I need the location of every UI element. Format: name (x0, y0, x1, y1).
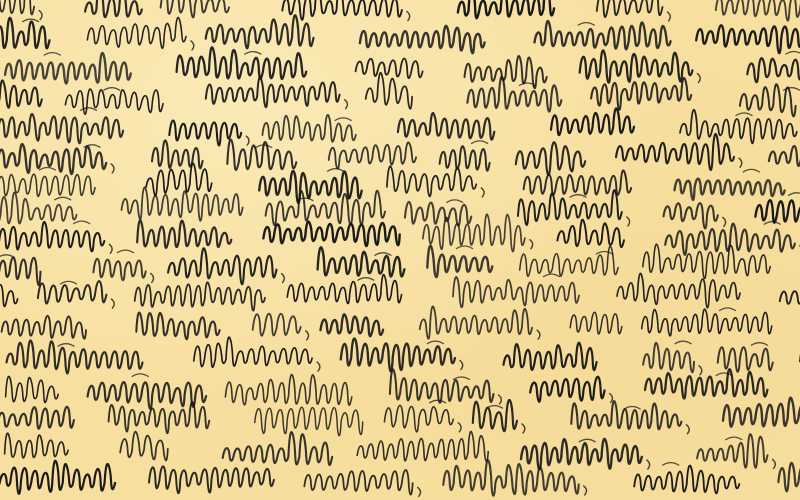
script-word-1-4 (535, 21, 671, 49)
script-word-1-0 (0, 18, 49, 48)
script-word-2-1 (177, 47, 307, 79)
script-word-10-5 (617, 273, 740, 307)
script-word-10-3 (287, 275, 401, 304)
script-word-11-2 (253, 314, 301, 336)
script-comma-9-1 (151, 273, 154, 282)
script-word-10-1 (38, 281, 107, 304)
script-accent-12-4 (675, 341, 691, 344)
script-word-0-4 (458, 0, 554, 18)
script-word-16-0 (0, 461, 115, 494)
script-word-13-0 (6, 376, 59, 402)
script-comma-11-2 (306, 331, 309, 340)
script-comma-0-0 (39, 11, 42, 20)
script-word-11-3 (321, 314, 384, 336)
script-word-0-0 (0, 0, 34, 15)
script-word-2-2 (356, 59, 423, 79)
script-word-4-4 (551, 108, 634, 135)
script-word-11-5 (570, 312, 622, 334)
script-word-16-1 (149, 466, 274, 493)
script-comma-16-3 (584, 486, 587, 495)
script-word-0-6 (716, 0, 800, 21)
script-comma-14-5 (686, 425, 689, 434)
script-accent-13-1 (132, 374, 148, 377)
script-word-11-1 (136, 313, 219, 340)
script-word-14-0 (0, 407, 74, 429)
script-accent-9-4 (457, 246, 473, 249)
script-accent-9-1 (117, 250, 133, 253)
script-comma-9-2 (282, 274, 285, 283)
script-word-5-2 (227, 139, 296, 169)
script-word-16-2 (304, 470, 412, 495)
script-accent-14-5 (624, 407, 640, 410)
script-word-14-6 (723, 398, 800, 427)
script-comma-14-4 (522, 424, 525, 433)
script-word-1-1 (87, 17, 186, 48)
script-word-5-1 (152, 140, 203, 168)
script-word-4-3 (398, 113, 494, 140)
script-word-14-3 (384, 405, 453, 431)
script-accent-12-0 (58, 344, 74, 347)
script-word-13-2 (225, 375, 351, 406)
script-word-7-1 (122, 187, 243, 220)
script-accent-16-4 (663, 463, 679, 466)
script-word-0-1 (85, 0, 142, 17)
script-word-3-4 (467, 77, 561, 112)
script-word-4-2 (262, 115, 355, 142)
script-word-16-5 (778, 463, 800, 491)
script-word-10-0 (0, 278, 18, 306)
script-accent-7-3 (447, 200, 463, 203)
script-comma-7-5 (723, 217, 726, 226)
script-word-5-4 (440, 146, 490, 171)
script-word-12-1 (194, 337, 312, 367)
script-comma-4-1 (246, 136, 249, 145)
script-word-10-6 (780, 283, 800, 306)
script-word-2-4 (580, 50, 693, 82)
script-word-6-1 (146, 163, 212, 195)
script-accent-7-6 (789, 193, 800, 196)
script-comma-6-3 (481, 188, 484, 197)
script-accent-14-3 (430, 400, 446, 403)
script-word-4-0 (0, 114, 123, 143)
script-word-11-6 (642, 309, 772, 336)
script-word-7-5 (664, 203, 718, 228)
script-word-15-5 (697, 434, 767, 468)
script-accent-5-4 (472, 141, 488, 144)
script-word-5-5 (516, 142, 585, 175)
script-comma-1-1 (191, 41, 194, 50)
script-word-13-5 (645, 369, 767, 398)
script-accent-2-5 (786, 52, 800, 55)
script-word-0-5 (597, 0, 663, 17)
script-comma-14-3 (458, 423, 461, 432)
script-accent-6-2 (328, 169, 344, 172)
script-word-8-0 (0, 222, 104, 251)
script-word-2-3 (465, 56, 547, 88)
script-accent-12-5 (751, 343, 767, 346)
script-word-8-1 (137, 220, 231, 247)
script-comma-12-4 (699, 366, 702, 375)
script-word-2-5 (747, 58, 800, 82)
script-word-0-2 (161, 0, 229, 17)
script-word-10-2 (135, 282, 265, 310)
script-word-12-2 (341, 338, 455, 371)
script-accent-7-0 (55, 197, 71, 200)
script-accent-13-5 (716, 373, 732, 376)
script-word-15-1 (120, 432, 168, 461)
script-word-15-3 (357, 432, 488, 462)
script-word-5-6 (616, 134, 734, 170)
script-word-12-0 (7, 340, 143, 373)
script-word-11-0 (2, 316, 86, 339)
script-word-3-3 (366, 73, 412, 109)
script-word-7-2 (266, 191, 385, 226)
script-comma-15-5 (773, 459, 776, 468)
script-word-14-5 (571, 401, 681, 429)
script-accent-13-3 (453, 377, 469, 380)
script-accent-4-5 (736, 113, 752, 116)
script-comma-0-5 (668, 12, 671, 21)
script-accent-10-4 (544, 274, 560, 277)
script-accent-3-1 (104, 88, 120, 91)
script-word-14-2 (255, 407, 363, 435)
script-accent-15-4 (579, 439, 595, 442)
script-accent-9-3 (375, 253, 391, 256)
script-word-8-5 (665, 224, 795, 255)
script-word-7-3 (405, 202, 471, 226)
script-word-14-1 (109, 402, 210, 433)
script-accent-4-2 (335, 118, 351, 121)
script-word-3-0 (0, 80, 42, 107)
script-word-8-2 (263, 222, 399, 246)
script-word-12-5 (718, 347, 773, 372)
script-word-15-4 (521, 439, 642, 469)
script-comma-8-3 (530, 240, 533, 249)
script-accent-1-4 (578, 23, 594, 26)
script-accent-6-5 (743, 169, 759, 172)
script-word-2-0 (5, 53, 131, 84)
script-accent-8-0 (74, 221, 90, 224)
script-word-1-2 (206, 15, 314, 48)
script-word-15-0 (5, 433, 69, 458)
script-accent-15-5 (726, 437, 742, 440)
script-word-1-3 (360, 26, 485, 53)
script-comma-15-4 (647, 460, 650, 469)
script-accent-10-1 (61, 281, 77, 284)
script-word-13-1 (88, 382, 207, 409)
script-comma-10-1 (111, 299, 114, 308)
script-accent-2-1 (245, 52, 261, 55)
script-word-1-5 (696, 25, 800, 53)
script-word-3-2 (206, 77, 340, 107)
script-word-7-4 (518, 190, 622, 225)
script-comma-12-2 (460, 361, 463, 370)
script-word-10-4 (453, 277, 579, 307)
script-word-0-3 (282, 0, 402, 20)
script-word-9-3 (318, 247, 405, 276)
script-word-9-2 (168, 248, 276, 284)
script-comma-13-4 (610, 394, 613, 403)
script-word-9-4 (427, 246, 492, 277)
script-word-15-2 (223, 432, 333, 465)
script-comma-11-4 (537, 330, 540, 339)
script-comma-7-4 (627, 217, 630, 226)
script-comma-12-1 (317, 362, 320, 371)
script-word-8-4 (557, 220, 624, 248)
script-word-6-5 (675, 179, 785, 200)
script-accent-6-0 (39, 168, 55, 171)
script-word-9-0 (0, 253, 41, 285)
script-word-7-6 (755, 200, 800, 223)
script-word-12-3 (504, 343, 597, 370)
script-word-9-5 (520, 246, 618, 276)
script-comma-13-3 (499, 395, 502, 404)
script-comma-2-4 (697, 74, 700, 83)
script-comma-5-0 (111, 164, 114, 173)
script-comma-5-6 (739, 158, 742, 167)
script-comma-3-2 (345, 100, 348, 109)
script-accent-7-4 (570, 195, 586, 198)
script-accent-10-3 (358, 278, 374, 281)
script-word-5-3 (329, 142, 416, 168)
script-comma-8-0 (109, 244, 112, 253)
script-comma-16-2 (418, 487, 421, 496)
script-accent-12-2 (427, 341, 443, 344)
script-word-5-7 (769, 145, 800, 167)
script-word-14-4 (473, 400, 517, 431)
script-word-6-3 (387, 166, 476, 196)
script-accent-9-0 (0, 255, 14, 258)
script-word-13-4 (530, 377, 604, 402)
script-word-16-4 (634, 466, 739, 494)
script-word-11-4 (420, 306, 532, 338)
script-word-12-4 (643, 343, 694, 372)
script-accent-8-5 (764, 222, 780, 225)
script-word-5-0 (0, 144, 106, 174)
script-comma-0-3 (407, 12, 410, 21)
script-word-3-5 (591, 78, 691, 110)
script-word-16-3 (443, 460, 578, 495)
script-word-9-1 (93, 259, 145, 280)
script-accent-11-6 (720, 308, 736, 311)
script-accent-2-0 (44, 53, 60, 56)
script-word-13-3 (390, 369, 494, 402)
script-accent-9-5 (596, 252, 612, 255)
